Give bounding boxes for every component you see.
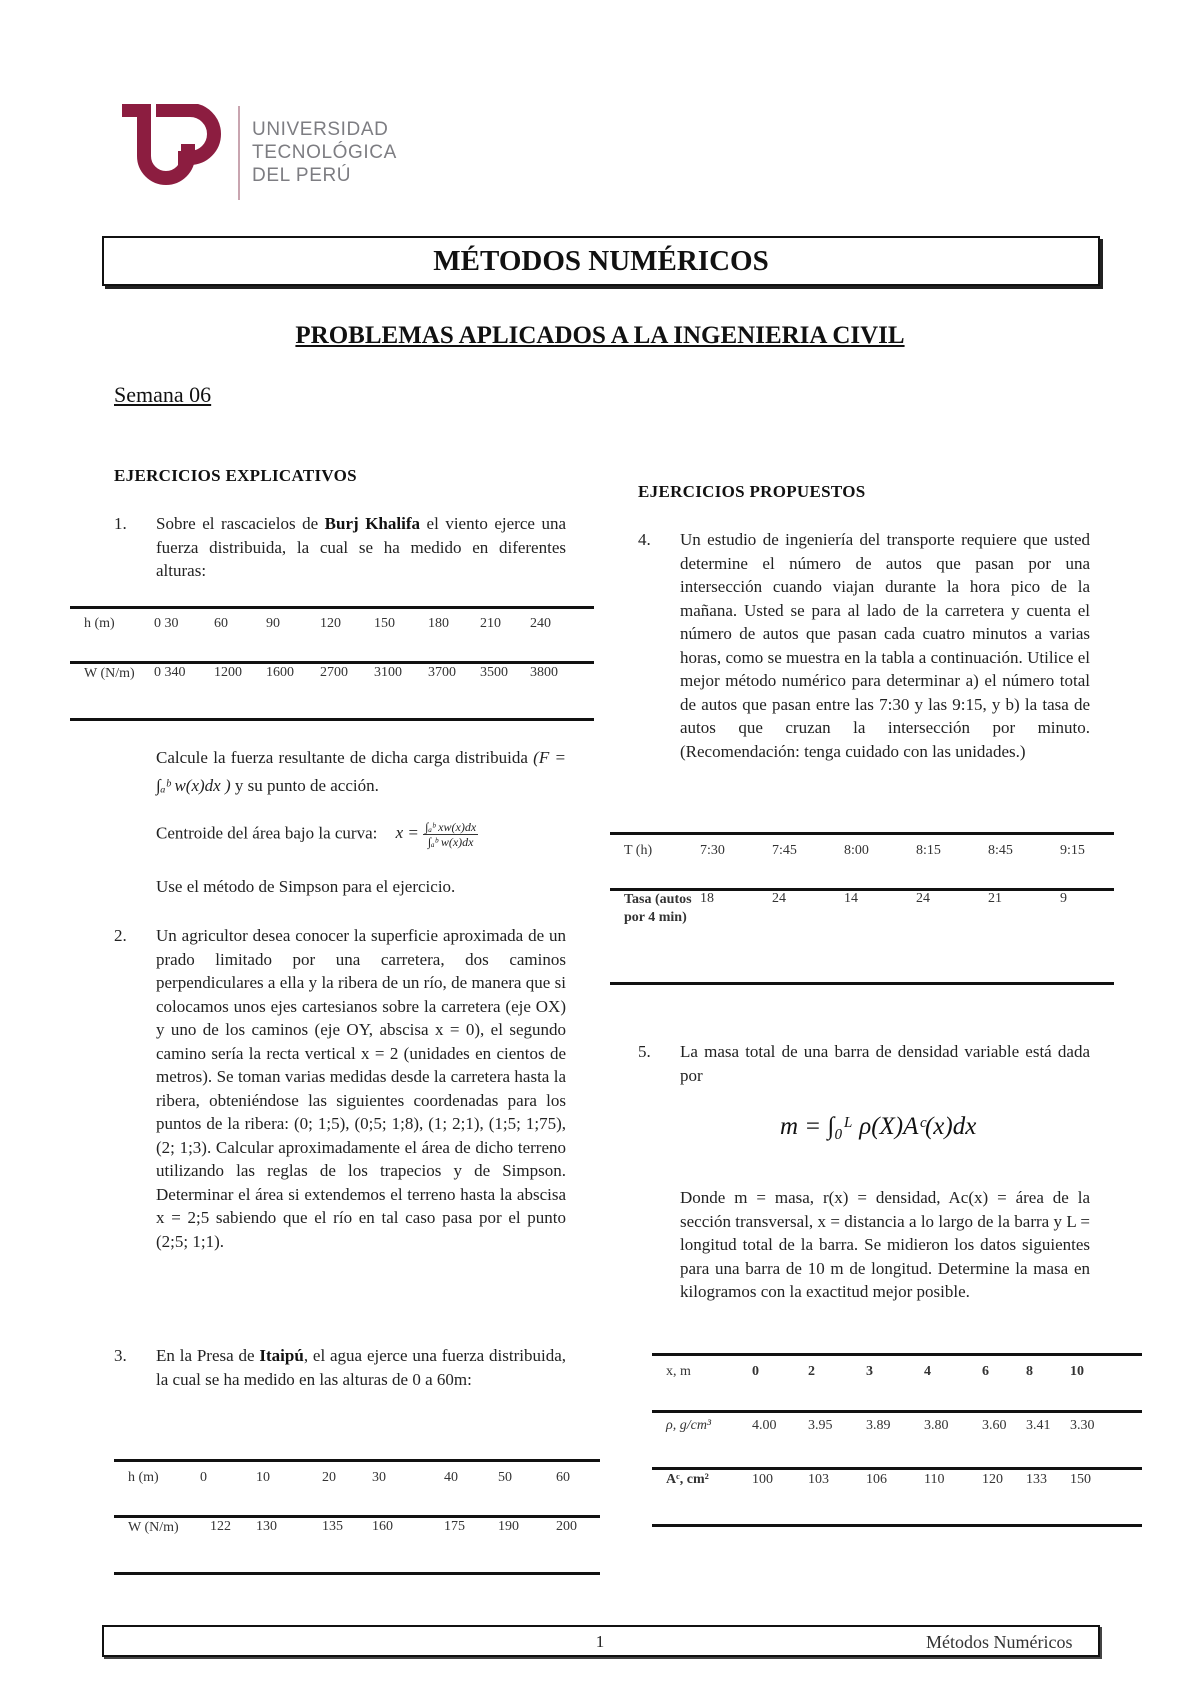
course-title: MÉTODOS NUMÉRICOS: [102, 236, 1100, 286]
exercise-5: 5. La masa total de una barra de densidad variable está dada por: [638, 1042, 1090, 1085]
page-number: 1: [595, 1632, 605, 1651]
mass-integral: m = ∫₀ᴸ ρ(X)Aᶜ(x)dx: [780, 1113, 977, 1140]
table-rule: [114, 1572, 600, 1575]
table-header-cell: W (N/m): [84, 666, 135, 681]
utp-logo-mark: [116, 104, 228, 200]
section-propuestos: EJERCICIOS PROPUESTOS: [638, 482, 866, 501]
footer-title: Métodos Numéricos: [926, 1632, 1073, 1652]
university-name: UNIVERSIDAD TECNOLÓGICA DEL PERÚ: [252, 119, 397, 186]
bar-density-table: x, m 0 2 3 4 6 8 10 ρ, g/cm³ 4.00 3.95 3.89 3.80 3.60 3.41 3.30 Aᶜ, cm² 100 103 106 110 120 133 150: [666, 1364, 1095, 1487]
exercise-2: 2. Un agricultor desea conocer la superficie aproximada de un prado limitado por una carretera, dos caminos perpendiculares a ella y la ribera de un río, de manera que si colocamos unos ejes cartesianos sobre la carretera (eje OX) y uno de los caminos (eje OY, abscisa x = 0), el segundo camino sería la recta vertical x = 2 (unidades en cientos de metros). Se toman varias medidas desde la carretera hasta la ribera, obteniéndose las siguientes coordenadas para los puntos de la ribera: (0; 1;5), (0;5; 1;8), (1; 2;1), (1;5; 1;75), (2; 1;3). Calcular aproximadamente el área de dicho terreno utilizando las reglas de los trapecios y de Simpson. Determinar el área si extendemos el terreno hasta la abscisa x = 2;5 sabiendo que el río en tal caso pasa por el punto (2;5; 1;1).: [114, 926, 566, 1251]
exercise-4: 4. Un estudio de ingeniería del transporte requiere que usted determine el número de autos que pasan por una intersección cuando viajan durante la hora pico de la mañana. Usted se para al lado de la carretera y cuenta el número de autos que pasan cada cuatro minutos a varias horas, como se muestra en la tabla a continuación. Utilice el mejor método numérico para determinar a) el número total de autos que pasan entre las 7:30 y las 9:15, y b) la tasa de autos que cruzan la intersección por minuto. (Recomendación: tenga cuidado con las unidades.): [638, 530, 1090, 761]
exercise-5-body: Donde m = masa, r(x) = densidad, Ac(x) = área de la sección transversal, x = distancia a lo largo de la barra y L = longitud total de la barra. Se midieron los datos siguientes para una barra de 10 m de longitud. Determine la masa en kilogramos con la exactitud mejor posible.: [680, 1188, 1090, 1301]
exercise-number: 1.: [114, 514, 127, 533]
force-integral: (F = ∫ₐᵇ w(x)dx ): [156, 748, 566, 795]
exercise-1: 1. Sobre el rascacielos de Burj Khalifa el viento ejerce una fuerza distribuida, la cual se ha medido en diferentes alturas:: [114, 514, 566, 580]
table-rule: [70, 606, 594, 609]
simpson-note: Use el método de Simpson para el ejercicio.: [156, 877, 456, 896]
document-subtitle: PROBLEMAS APLICADOS A LA INGENIERIA CIVIL: [295, 322, 905, 349]
table-rule: [114, 1459, 600, 1462]
table-header-cell: h (m): [84, 616, 115, 631]
table-rule: [610, 982, 1114, 985]
wind-force-table: h (m) 0 30 60 90 120 150 180 210 240 W (N/m) 0 340 1200 1600 2700 3100 3700 3500 3800: [84, 616, 558, 681]
section-explicativos: EJERCICIOS EXPLICATIVOS: [114, 466, 357, 485]
table-rule: [652, 1353, 1142, 1356]
table-rule: [610, 832, 1114, 835]
exercise-1-calc: Calcule la fuerza resultante de dicha carga distribuida (F = ∫ₐᵇ w(x)dx ) y su punto de acción.: [156, 748, 566, 795]
traffic-table: T (h) 7:30 7:45 8:00 8:15 8:45 9:15 Tasa (autos por 4 min) 18 24 14 24 21 9: [624, 843, 1085, 925]
centroid-formula: Centroide del área bajo la curva: x = $\frac{\text{∫ₐᵇ xw(x)dx}}{\text{∫ₐᵇ w(x)dx}}$: [156, 820, 477, 849]
week-label: Semana 06: [114, 382, 212, 407]
table-rule: [652, 1524, 1142, 1527]
table-rule: [70, 718, 594, 721]
logo-divider: [238, 106, 240, 200]
exercise-3: 3. En la Presa de Itaipú, el agua ejerce una fuerza distribuida, la cual se ha medido en las alturas de 0 a 60m:: [114, 1346, 566, 1389]
dam-force-table: h (m) 0 10 20 30 40 50 60 W (N/m) 122 130 135 160 175 190 200: [128, 1470, 577, 1535]
